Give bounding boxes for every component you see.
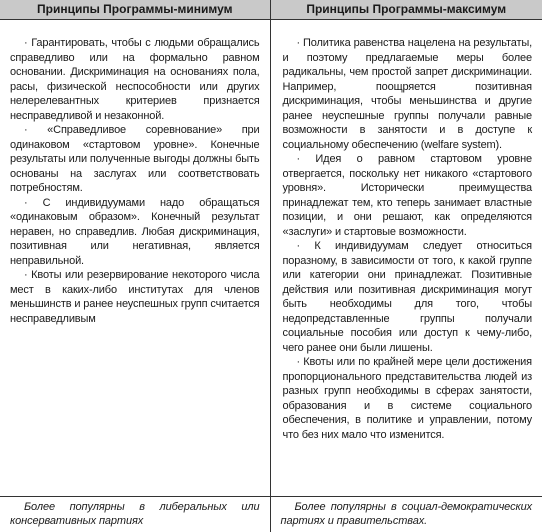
minimum-principles-cell (0, 20, 270, 497)
maximum-principle-3: · К индивидуумам следует относиться поразному, в зависимости от того, к какой группе или категории они принадлежат. Позитивные действия или позитивная дискриминация могут быть необходимы для того, чтобы недопредставленные группы получали социальные пособия или доступ к чему-либо, чего ранее они были лишены. (283, 239, 533, 355)
footer-maximum-text: Более популярны в социал-демократических партиях и правительствах. (281, 500, 533, 528)
footer-minimum-cell (0, 497, 270, 532)
maximum-principle-1: · Политика равенства нацелена на результаты, и поэтому предлагаемые меры более радикальны, чем простой запрет дискриминации. Например, поощряется позитивная дискриминация, чтобы меньшинства и другие ранее неуспешные группы получали равные возможности в занятости и в доступе к социальному обеспечению (welfare system). (283, 36, 533, 152)
footer-minimum-text: Более популярны в либеральных или консервативных партиях (10, 500, 260, 528)
header-row (0, 0, 542, 20)
maximum-principle-2: · Идея о равном стартовом уровне отвергается, поскольку нет никакого «стартового уровня». Исторически преимущества принадлежат тем, кто теперь занимает властные позиции, и они решают, как определяются «заслуги» и стартовые возможности. (283, 152, 533, 239)
principles-row (0, 20, 542, 497)
minimum-principle-2: · «Справедливое соревнование» при одинаковом «стартовом уровне». Конечные результаты или полученные выгоды должны быть основаны на заслугах или соответствовать потребностям. (10, 123, 260, 196)
maximum-principle-4: · Квоты или по крайней мере цели достижения пропорционального представительства людей из разных групп необходимы в сферах занятости, образования и в системе социального обеспечения, в политике и управлении, потому что без них мало что изменится. (283, 355, 533, 442)
minimum-principle-3: · С индивидуумами надо обращаться «одинаковым образом». Конечный результат неравен, но справедлив. Любая дискриминация, позитивная или негативная, является неправильной. (10, 196, 260, 269)
footer-maximum-cell (270, 497, 542, 532)
footer-row (0, 497, 542, 532)
header-minimum: Принципы Программы-минимум (0, 0, 270, 20)
minimum-principle-1: · Гарантировать, чтобы с людьми обращались справедливо или на формально равном основании. Дискриминация на основаниях пола, расы, физической неспособности или других нелерелевантных критериев признается несправедливой и незаконной. (10, 36, 260, 123)
header-maximum: Принципы Программы-максимум (270, 0, 542, 20)
minimum-principle-4: · Квоты или резервирование некоторого числа мест в каких-либо институтах для членов меньшинств и ранее неуспешных групп считается несправедливым (10, 268, 260, 326)
maximum-principles-cell (270, 20, 542, 497)
